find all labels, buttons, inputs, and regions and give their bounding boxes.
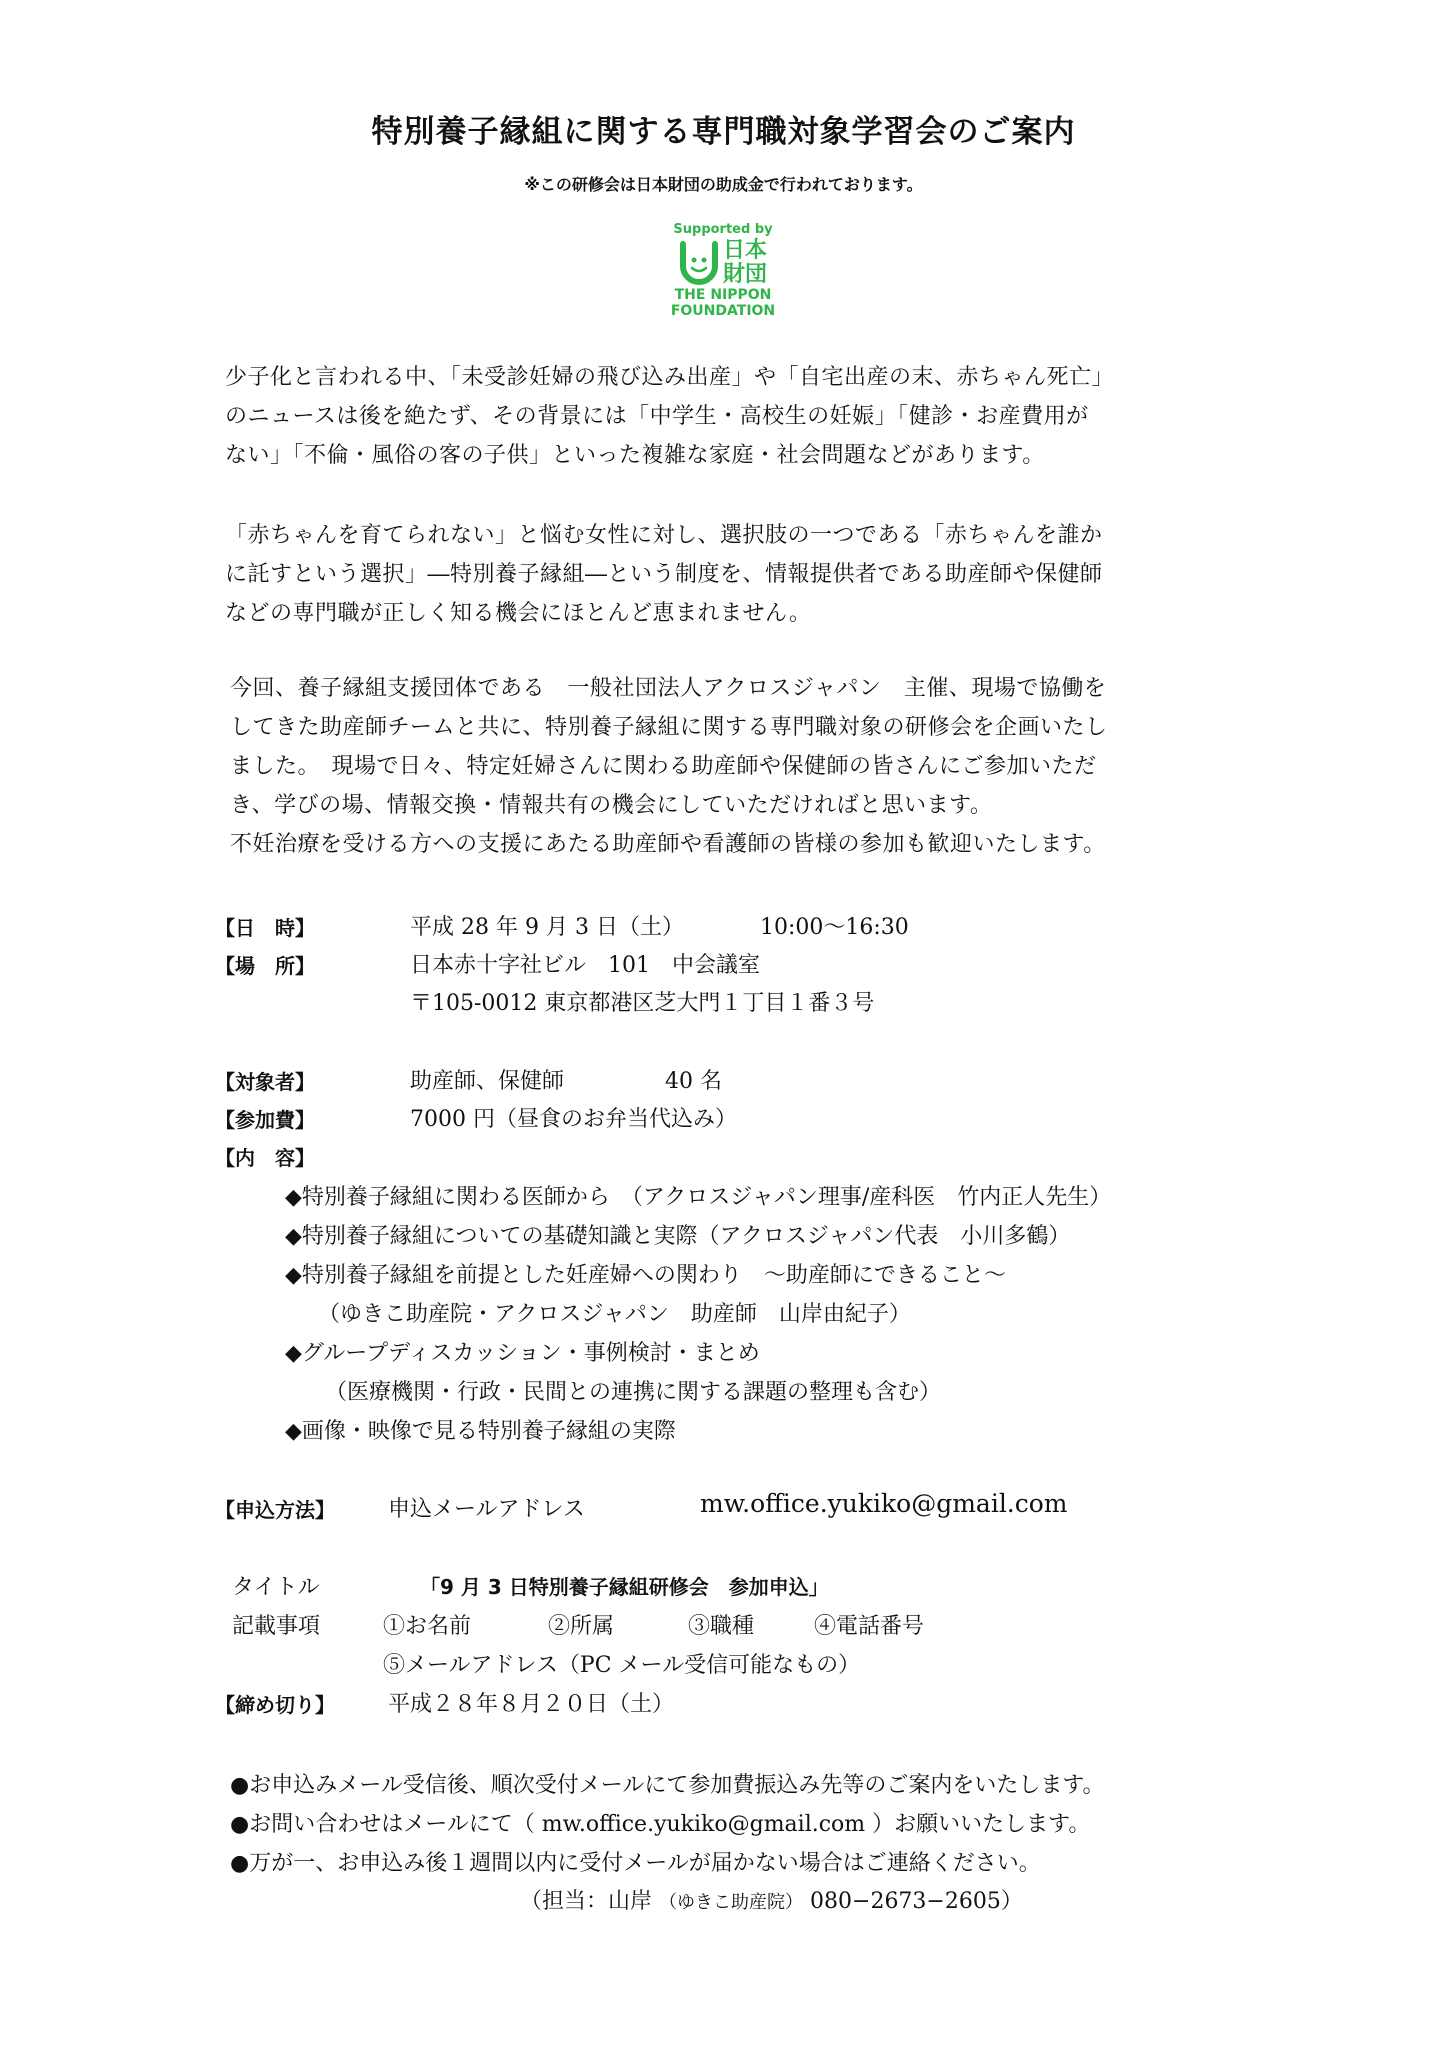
content-item: ◆特別養子縁組を前提とした妊産婦への関わり ～助産師にできること～: [285, 1263, 1006, 1288]
content-item-sub: （医療機関・行政・民間との連携に関する課題の整理も含む）: [325, 1380, 942, 1405]
address-value: 〒105-0012 東京都港区芝大門１丁目１番３号: [410, 991, 875, 1016]
method-label: 【申込方法】: [215, 1498, 335, 1522]
paragraph-line: ない」「不倫・風俗の客の子供」といった複雑な家庭・社会問題などがあります。: [225, 443, 1045, 468]
content-label: 【内 容】: [215, 1146, 315, 1170]
logo-kanji-top: 日本: [722, 238, 767, 263]
date-value: 平成 28 年 9 月 3 日（土）: [410, 915, 684, 940]
paragraph-line: 「赤ちゃんを育てられない」と悩む女性に対し、選択肢の一つである「赤ちゃんを誰か: [225, 523, 1103, 548]
item-name: ①お名前: [383, 1614, 472, 1639]
contact-line: [520, 1884, 1023, 1915]
content-item: ◆特別養子縁組についての基礎知識と実際（アクロスジャパン代表 小川多鶴）: [285, 1224, 1071, 1249]
contact-org: （ゆきこ助産院）: [659, 1892, 804, 1913]
note-item: ●万が一、お申込み後１週間以内に受付メールが届かない場合はご連絡ください。: [230, 1851, 1041, 1876]
contact-phone: 080−2673−2605）: [810, 1889, 1023, 1914]
capacity-value: 40 名: [665, 1069, 722, 1094]
logo-kanji: [723, 239, 767, 287]
logo-kanji-bottom: 財団: [722, 262, 767, 287]
fee-value: 7000 円（昼食のお弁当代込み）: [410, 1107, 737, 1132]
application-email[interactable]: mw.office.yukiko@gmail.com: [700, 1489, 1068, 1518]
contact-person: （担当：山岸: [520, 1889, 653, 1914]
place-value: 日本赤十字社ビル 101 中会議室: [410, 953, 760, 978]
intro-paragraph-1: [225, 358, 1235, 475]
paragraph-line: のニュースは後を絶たず、その背景には「中学生・高校生の妊娠」「健診・お産費用が: [225, 404, 1089, 429]
paragraph-line: などの専門職が正しく知る機会にほとんど恵まれません。: [225, 601, 812, 626]
paragraph-line: き、学びの場、情報交換・情報共有の機会にしていただければと思います。: [230, 793, 993, 818]
content-item-sub: （ゆきこ助産院・アクロスジャパン 助産師 山岸由紀子）: [318, 1302, 911, 1327]
fee-label: 【参加費】: [215, 1108, 315, 1132]
paragraph-line: 少子化と言われる中、「未受診妊婦の飛び込み出産」や「自宅出産の末、赤ちゃん死亡」: [225, 365, 1115, 390]
item-affiliation: ②所属: [548, 1614, 615, 1639]
logo-name-line2: FOUNDATION: [670, 303, 776, 319]
method-text: 申込メールアドレス: [388, 1497, 585, 1522]
item-occupation: ③職種: [688, 1614, 755, 1639]
note-item: ●お問い合わせはメールにて（ mw.office.yukiko@gmail.com ）お願いいたします。: [230, 1812, 1091, 1837]
paragraph-line: してきた助産師チームと共に、特別養子縁組に関する専門職対象の研修会を企画いたし: [230, 715, 1108, 740]
content-item: ◆特別養子縁組に関わる医師から （アクロスジャパン理事/産科医 竹内正人先生）: [285, 1185, 1112, 1210]
logo-mark: [648, 239, 798, 287]
target-label: 【対象者】: [215, 1070, 315, 1094]
logo-supported-by: Supported by: [673, 222, 773, 237]
nippon-foundation-logo: [648, 222, 798, 342]
content-item: ◆グループディスカッション・事例検討・まとめ: [285, 1341, 760, 1366]
logo-name-line1: THE NIPPON: [674, 287, 772, 303]
paragraph-line: に託すという選択」―特別養子縁組―という制度を、情報提供者である助産師や保健師: [225, 562, 1103, 587]
page-title: 特別養子縁組に関する専門職対象学習会のご案内: [371, 114, 1076, 150]
paragraph-line: ました。 現場で日々、特定妊婦さんに関わる助産師や保健師の皆さんにご参加いただ: [230, 754, 1097, 779]
content-item: ◆画像・映像で見る特別養子縁組の実際: [285, 1419, 676, 1444]
deadline-label: 【締め切り】: [215, 1693, 335, 1717]
subject-label: タイトル: [232, 1575, 320, 1600]
date-label: 【日 時】: [215, 916, 315, 940]
paragraph-line: 不妊治療を受ける方への支援にあたる助産師や看護師の皆様の参加も歓迎いたします。: [230, 832, 1106, 857]
subject-value: 「9 月 3 日特別養子縁組研修会 参加申込」: [420, 1575, 829, 1599]
note-item: ●お申込みメール受信後、順次受付メールにて参加費振込み先等のご案内をいたします。: [230, 1773, 1105, 1798]
intro-paragraph-3: [230, 669, 1240, 864]
intro-paragraph-2: [225, 516, 1235, 633]
time-value: 10:00～16:30: [760, 915, 909, 940]
target-value: 助産師、保健師: [410, 1069, 565, 1094]
item-email: ⑤メールアドレス（PC メール受信可能なもの）: [383, 1653, 861, 1678]
paragraph-line: 今回、養子縁組支援団体である 一般社団法人アクロスジャパン 主催、現場で協働を: [230, 676, 1107, 701]
items-label: 記載事項: [232, 1614, 321, 1639]
deadline-value: 平成２８年８月２０日（土）: [388, 1692, 675, 1717]
funding-note: ※この研修会は日本財団の助成金で行われております。: [524, 175, 923, 194]
item-phone: ④電話番号: [814, 1614, 925, 1639]
smiley-face-icon: [679, 240, 719, 286]
place-label: 【場 所】: [215, 954, 315, 978]
